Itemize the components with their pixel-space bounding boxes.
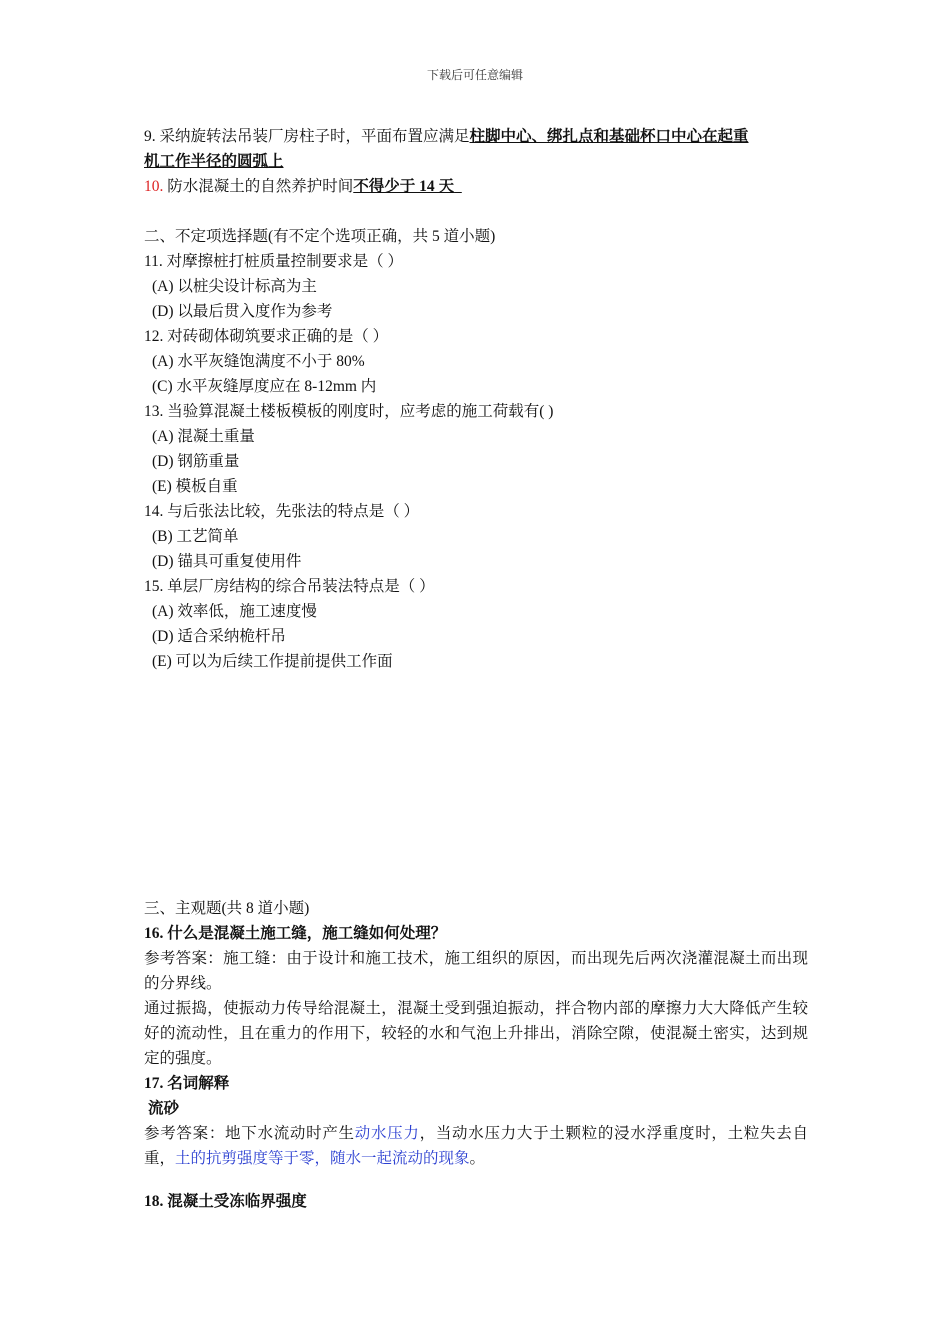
q17-answer-highlight1: 动水压力 (354, 1125, 420, 1142)
q13-option-a: (A) 混凝土重量 (152, 428, 255, 445)
q11-option-d: (D) 以最后贯入度作为参考 (152, 303, 333, 320)
q14-option-d: (D) 锚具可重复使用件 (152, 553, 302, 570)
q17-term: 流砂 (148, 1100, 180, 1117)
q10-answer: 不得少于 14 天 (353, 178, 455, 195)
q16-answer-definition: 参考答案：施工缝：由于设计和施工技术，施工组织的原因，而出现先后两次浇灌混凝土而出现的分界线。 (144, 950, 808, 992)
section-subjective (144, 896, 808, 1214)
question-17-title: 17. 名词解释 (144, 1075, 230, 1092)
q17-answer (144, 1121, 808, 1171)
q13-option-d: (D) 钢筋重量 (152, 453, 240, 470)
question-9 (144, 124, 808, 199)
section-multiple-choice (144, 224, 808, 674)
q15-option-d: (D) 适合采纳桅杆吊 (152, 628, 286, 645)
q10-number: 10. (144, 178, 164, 195)
section3-title: 三、主观题(共 8 道小题) (144, 900, 310, 917)
q10-text: 防水混凝土的自然养护时间 (163, 178, 354, 195)
q9-text: 9. 采纳旋转法吊装厂房柱子时，平面布置应满足 (144, 128, 470, 145)
q12-option-a: (A) 水平灰缝饱满度不小于 80% (152, 353, 365, 370)
q9-answer-part2: 机工作半径的圆弧上 (144, 153, 284, 170)
page-header: 下载后可任意编辑 (426, 68, 523, 82)
question-12: 12. 对砖砌体砌筑要求正确的是（ ） (144, 328, 389, 345)
q11-option-a: (A) 以桩尖设计标高为主 (152, 278, 317, 295)
q14-option-b: (B) 工艺简单 (152, 528, 239, 545)
q9-answer-part1: 柱脚中心、绑扎点和基础杯口中心在起重 (469, 128, 749, 145)
question-10 (144, 174, 808, 199)
q17-answer-part2: ，当动水压力大于土颗粒的浸水浮重度时，土粒失去自重， (144, 1125, 808, 1167)
q13-option-e: (E) 模板自重 (152, 478, 238, 495)
q12-option-c: (C) 水平灰缝厚度应在 8-12mm 内 (152, 378, 377, 395)
q16-answer-treatment: 通过振捣，使振动力传导给混凝土，混凝土受到强迫振动，拌合物内部的摩擦力大大降低产生较好的流动性，且在重力的作用下，较轻的水和气泡上升排出，消除空隙，使混凝土密实，达到规定的强度。 (144, 1000, 808, 1067)
q17-answer-part3: 。 (469, 1150, 486, 1167)
question-14: 14. 与后张法比较，先张法的特点是（ ） (144, 503, 420, 520)
question-18-title: 18. 混凝土受冻临界强度 (144, 1193, 307, 1210)
q15-option-e: (E) 可以为后续工作提前提供工作面 (152, 653, 393, 670)
question-16-title: 16. 什么是混凝土施工缝，施工缝如何处理？ (144, 925, 447, 942)
question-15: 15. 单层厂房结构的综合吊装法特点是（ ） (144, 578, 435, 595)
q17-answer-highlight2: 土的抗剪强度等于零，随水一起流动的现象 (175, 1150, 470, 1167)
question-11: 11. 对摩擦桩打桩质量控制要求是（ ） (144, 253, 404, 270)
question-13: 13. 当验算混凝土楼板模板的刚度时，应考虑的施工荷载有( ) (144, 403, 554, 420)
q15-option-a: (A) 效率低，施工速度慢 (152, 603, 317, 620)
q17-answer-part1: 参考答案：地下水流动时产生 (144, 1125, 355, 1142)
section2-title: 二、不定项选择题(有不定个选项正确，共 5 道小题) (144, 228, 496, 245)
